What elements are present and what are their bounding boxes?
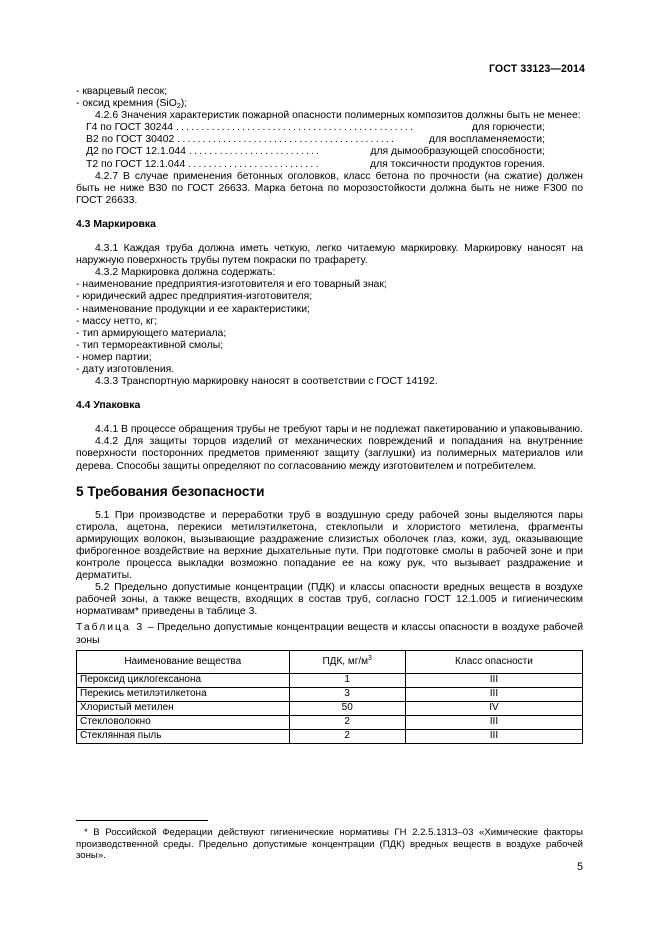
- list-item: - юридический адрес предприятия-изготовителя;: [76, 291, 313, 303]
- fire-rating-row: [76, 146, 583, 158]
- fire-rating-property: для дымообразующей способности;: [370, 146, 545, 158]
- table-caption-label: Таблица 3: [76, 622, 145, 634]
- table-row: [77, 673, 583, 687]
- list-item: - дату изготовления.: [76, 363, 175, 375]
- silica-suffix: );: [180, 98, 188, 110]
- substance-cell: Пероксид циклогексанона: [77, 673, 290, 687]
- fire-rating-class: Т2 по ГОСТ 12.1.044: [86, 158, 186, 170]
- page-content: [76, 86, 583, 744]
- table-row: [77, 687, 583, 701]
- mpc-cell: 3: [289, 687, 405, 701]
- section-heading-4-4: 4.4 Упаковка: [76, 400, 141, 412]
- hazard-class-cell: IV: [405, 701, 582, 715]
- table-caption: [76, 622, 583, 646]
- hazard-class-cell: III: [405, 715, 582, 729]
- mpc-header-text: ПДК, мг/м: [322, 655, 369, 667]
- column-header-substance: Наименование вещества: [77, 650, 290, 673]
- table-caption-text: – Предельно допустимые концентрации веществ и классы опасности в воздухе рабочей зоны: [76, 622, 584, 646]
- paragraph-4-4-2: 4.4.2 Для защиты торцов изделий от механических повреждений и попадания на внутренние поверхности посторонних предметов применяют защиту (заглушки) из полимерных материалов или дерева. Способы защиты определяют по согласованию между изготовителем и потребителем.: [76, 436, 583, 472]
- mpc-cell: 1: [289, 673, 405, 687]
- footnote: * В Российской Федерации действуют гигиенические нормативы ГН 2.2.5.1313–03 «Химические факторы производственной среды. Предельно допустимые концентрации (ПДК) вредных веществ в воздухе рабочей зоны».: [76, 827, 583, 862]
- list-item: - наименование предприятия-изготовителя и его товарный знак;: [76, 279, 387, 291]
- fire-rating-property: для воспламеняемости;: [428, 134, 545, 146]
- list-item: - номер партии;: [76, 351, 152, 363]
- document-header: ГОСТ 33123—2014: [488, 63, 585, 75]
- leader-dots: ...........................................: [177, 134, 397, 146]
- mpc-cell: 2: [289, 715, 405, 729]
- paragraph-4-2-6: 4.2.6 Значения характеристик пожарной опасности полимерных композитов должны быть не менее:: [95, 110, 581, 122]
- hazard-class-cell: III: [405, 673, 582, 687]
- list-item: [76, 98, 583, 110]
- footnote-separator: [76, 820, 208, 821]
- hazard-class-cell: III: [405, 687, 582, 701]
- fire-rating-class: Г4 по ГОСТ 30244: [86, 122, 173, 134]
- fire-rating-class: В2 по ГОСТ 30402: [86, 134, 175, 146]
- paragraph-4-2-7: 4.2.7 В случае применения бетонных оголовков, класс бетона по прочности (на сжатие) должен быть не ниже В30 по ГОСТ 26633. Марка бетона по морозостойкости должна быть не ниже F300 по ГОСТ 26633.: [76, 170, 583, 206]
- mpc-cell: 50: [289, 701, 405, 715]
- limits-table: [76, 650, 583, 744]
- list-item: - тип армирующего материала;: [76, 327, 227, 339]
- column-header-hazard-class: Класс опасности: [405, 650, 582, 673]
- table-row: [77, 715, 583, 729]
- paragraph-5-2: 5.2 Предельно допустимые концентрации (ПДК) и классы опасности вредных веществ в воздухе рабочей зоны, а также веществ, входящих в состав труб, согласно ГОСТ 12.1.005 и гигиеническим нормативам* приведены в таблице 3.: [76, 582, 583, 618]
- list-item: - наименование продукции и ее характеристики;: [76, 303, 310, 315]
- table-row: [77, 701, 583, 715]
- list-item: - массу нетто, кг;: [76, 315, 158, 327]
- paragraph-4-4-1: 4.4.1 В процессе обращения трубы не требуют тары и не подлежат пакетированию и упаковыванию.: [95, 424, 583, 436]
- fire-rating-property: для горючести;: [471, 122, 545, 134]
- paragraph-4-3-1: 4.3.1 Каждая труба должна иметь четкую, легко читаемую маркировку. Маркировку наносят на наружную поверхность трубы путем покраски по трафарету.: [76, 243, 583, 267]
- leader-dots: ..........................: [188, 146, 322, 158]
- hazard-class-cell: III: [405, 729, 582, 743]
- mpc-cell: 2: [289, 729, 405, 743]
- substance-cell: Стеклянная пыль: [77, 729, 290, 743]
- fire-rating-row: [76, 159, 583, 171]
- fire-rating-property: для токсичности продуктов горения.: [370, 158, 545, 170]
- fire-rating-class: Д2 по ГОСТ 12.1.044: [86, 146, 186, 158]
- column-header-mpc: [289, 650, 405, 673]
- page-number: 5: [577, 861, 583, 873]
- list-item: - тип термореактивной смолы;: [76, 339, 224, 351]
- silica-prefix: - оксид кремния (SiO: [76, 98, 177, 110]
- section-heading-5: 5 Требования безопасности: [76, 483, 265, 499]
- substance-cell: Перекись метилэтилкетона: [77, 687, 290, 701]
- list-item: - кварцевый песок;: [76, 86, 168, 97]
- table-header-row: [77, 650, 583, 673]
- paragraph-5-1: 5.1 При производстве и переработки труб в воздушную среду рабочей зоны выделяются пары стирола, ацетона, перекиси метилэтилкетона, стеклопыли и хлористого метилена, фрагменты армирующих волокон, вызывающие раздражение слизистых оболочек глаз, кожи, зуд, оказывающие фиброгенное воздействие на верхние дыхательные пути. При подготовке смолы в рабочей зоне и при контроле процесса выкладки возможно попадание ее на кожу рук, что вызывает раздражение и дерматиты.: [76, 509, 583, 582]
- substance-cell: Стекловолокно: [77, 715, 290, 729]
- silica-subscript: 2: [176, 103, 181, 111]
- table-row: [77, 729, 583, 743]
- leader-dots: ..........................: [188, 158, 321, 170]
- mpc-header-superscript: 3: [368, 654, 372, 662]
- fire-rating-row: [76, 122, 583, 134]
- substance-cell: Хлористый метилен: [77, 701, 290, 715]
- paragraph-4-3-2: 4.3.2 Маркировка должна содержать:: [95, 267, 276, 279]
- paragraph-4-3-3: 4.3.3 Транспортную маркировку наносят в соответствии с ГОСТ 14192.: [95, 376, 438, 388]
- section-heading-4-3: 4.3 Маркировка: [76, 218, 156, 230]
- leader-dots: ...............................................: [176, 122, 416, 134]
- fire-rating-row: [76, 134, 583, 146]
